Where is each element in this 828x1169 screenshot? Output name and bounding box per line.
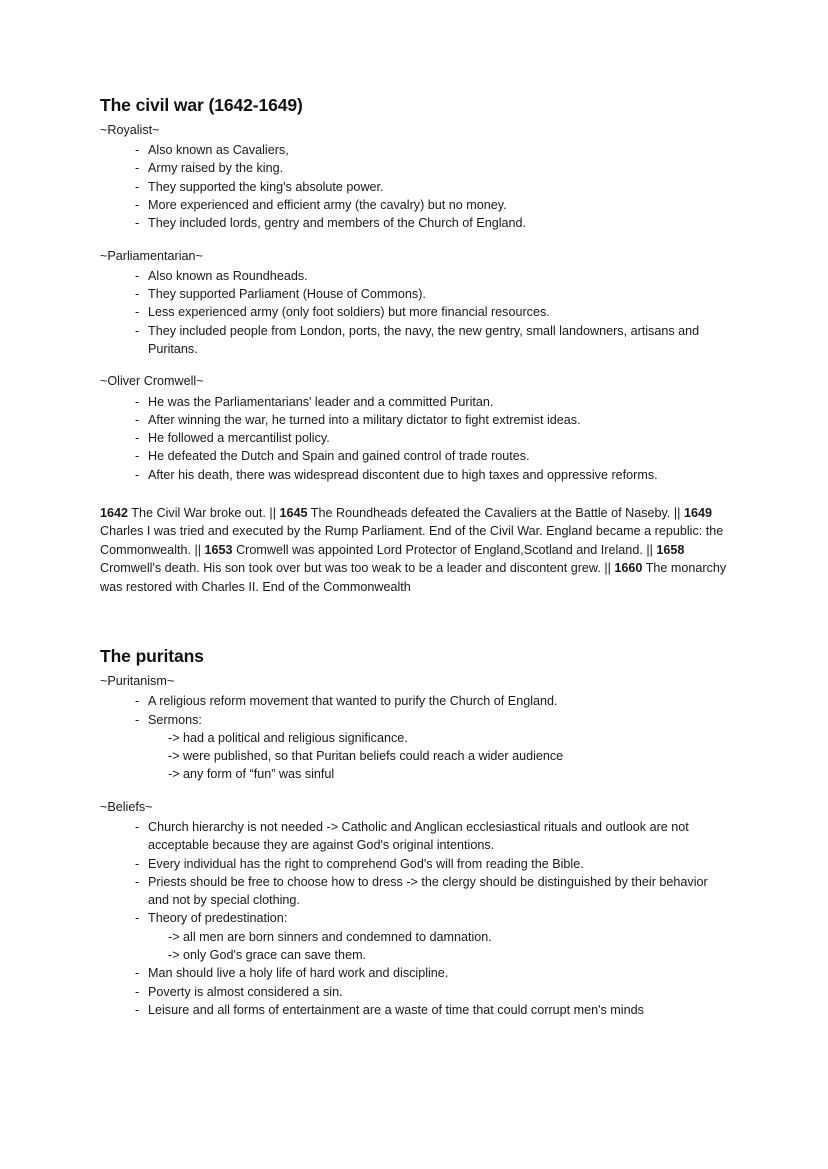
list-item [100, 159, 728, 177]
bullet-dash-icon: - [135, 819, 140, 834]
bullet-list-beliefs [100, 818, 728, 928]
list-item-text: He followed a mercantilist policy. [148, 431, 330, 446]
bullet-dash-icon: - [135, 874, 140, 889]
spacer [100, 784, 728, 798]
list-item-text: Also known as Roundheads. [148, 268, 308, 283]
list-item-text: After his death, there was widespread discontent due to high taxes and oppressive reforms. [148, 467, 658, 482]
timeline-separator: || [600, 561, 615, 576]
bullet-list-beliefs-continued [100, 964, 728, 1019]
list-item-text: Leisure and all forms of entertainment are a waste of time that could corrupt men's minds [148, 1002, 644, 1017]
bullet-dash-icon: - [135, 984, 140, 999]
bullet-dash-icon: - [135, 287, 140, 302]
bullet-dash-icon: - [135, 216, 140, 231]
spacer [100, 233, 728, 247]
list-item-text: Sermons: [148, 712, 202, 727]
bullet-dash-icon: - [135, 198, 140, 213]
timeline-year: 1653 [204, 542, 233, 557]
timeline-separator: || [670, 506, 684, 521]
sub-arrow-list-predestination [100, 928, 728, 965]
bullet-dash-icon: - [135, 467, 140, 482]
list-item [100, 711, 728, 729]
list-item-text: Army raised by the king. [148, 161, 284, 176]
group-parliamentarian [100, 247, 728, 359]
sub-list-item: -> all men are born sinners and condemned to damnation. [168, 929, 492, 944]
list-item [100, 447, 728, 465]
list-item-text: Church hierarchy is not needed -> Catholic and Anglican ecclesiastical rituals and outlook are not acceptable because they are against God's original intentions. [148, 819, 689, 853]
bullet-dash-icon: - [135, 143, 140, 158]
timeline-year: 1658 [656, 542, 685, 557]
list-item [100, 214, 728, 232]
bullet-dash-icon: - [135, 305, 140, 320]
bullet-dash-icon: - [135, 431, 140, 446]
timeline-event-text: Cromwell was appointed Lord Protector of England,Scotland and Ireland. [232, 542, 643, 557]
list-item-text: He was the Parliamentarians' leader and a committed Puritan. [148, 394, 494, 409]
timeline-year: 1660 [614, 561, 643, 576]
list-item-text: They supported the king's absolute power. [148, 179, 384, 194]
sub-list-item: -> had a political and religious significance. [168, 730, 408, 745]
list-item [100, 267, 728, 285]
list-item-text: He defeated the Dutch and Spain and gained control of trade routes. [148, 449, 530, 464]
list-item-text: Every individual has the right to comprehend God's will from reading the Bible. [148, 856, 584, 871]
spacer [100, 596, 728, 646]
list-item [100, 178, 728, 196]
group-beliefs [100, 798, 728, 1020]
list-item-text: After winning the war, he turned into a military dictator to fight extremist ideas. [148, 412, 581, 427]
timeline-year: 1645 [279, 506, 308, 521]
list-item-text: Less experienced army (only foot soldiers) but more financial resources. [148, 305, 550, 320]
list-item-text: Priests should be free to choose how to dress -> the clergy should be distinguished by their behavior and not by special clothing. [148, 874, 708, 908]
subsection-title-beliefs: ~Beliefs~ [100, 799, 153, 814]
list-item-text: They included lords, gentry and members of the Church of England. [148, 216, 527, 231]
list-item-text: Poverty is almost considered a sin. [148, 984, 343, 999]
timeline-year: 1642 [100, 506, 129, 521]
list-item-text: Also known as Cavaliers, [148, 143, 289, 158]
list-item [100, 141, 728, 159]
timeline-event-text: The Roundheads defeated the Cavaliers at the Battle of Naseby. [307, 506, 671, 521]
bullet-dash-icon: - [135, 1002, 140, 1017]
timeline-event-text: Cromwell's death. His son took over but was too weak to be a leader and discontent grew. [100, 561, 601, 576]
list-item [100, 429, 728, 447]
sub-list-item: -> any form of “fun” was sinful [168, 767, 335, 782]
list-item [100, 964, 728, 982]
page-title-puritans: The puritans [100, 646, 204, 667]
bullet-dash-icon: - [135, 911, 140, 926]
group-oliver-cromwell [100, 372, 728, 484]
bullet-dash-icon: - [135, 394, 140, 409]
timeline-separator: || [642, 542, 657, 557]
spacer [100, 484, 728, 504]
list-item [100, 411, 728, 429]
bullet-dash-icon: - [135, 268, 140, 283]
subsection-title-parliamentarian: ~Parliamentarian~ [100, 248, 203, 263]
bullet-dash-icon: - [135, 161, 140, 176]
bullet-dash-icon: - [135, 712, 140, 727]
list-item [100, 818, 728, 855]
subsection-title-royalist: ~Royalist~ [100, 122, 160, 137]
bullet-list-royalist [100, 141, 728, 232]
timeline-paragraph [100, 504, 728, 596]
bullet-dash-icon: - [135, 856, 140, 871]
list-item [100, 983, 728, 1001]
bullet-dash-icon: - [135, 694, 140, 709]
bullet-dash-icon: - [135, 966, 140, 981]
list-item [100, 855, 728, 873]
section-puritans [100, 646, 728, 1019]
spacer [100, 358, 728, 372]
list-item-text: Theory of predestination: [148, 911, 288, 926]
sub-arrow-list-sermons [100, 729, 728, 784]
list-item [100, 692, 728, 710]
bullet-dash-icon: - [135, 412, 140, 427]
timeline-event-text: The monarchy was restored with Charles II. End of the Commonwealth [100, 561, 727, 594]
timeline-event-text: Charles I was tried and executed by the Rump Parliament. End of the Civil War. England became a republic: the Commonwealth. [100, 524, 724, 557]
subsection-title-puritanism: ~Puritanism~ [100, 673, 175, 688]
list-item-text: They supported Parliament (House of Commons). [148, 287, 426, 302]
group-puritanism [100, 672, 728, 784]
bullet-dash-icon: - [135, 449, 140, 464]
timeline-separator: || [265, 506, 280, 521]
section-civil-war [100, 95, 728, 596]
bullet-dash-icon: - [135, 323, 140, 338]
timeline-year: 1649 [683, 506, 712, 521]
timeline-event-text: The Civil War broke out. [128, 506, 266, 521]
list-item-text: They included people from London, ports, the navy, the new gentry, small landowners, artisans and Puritans. [148, 323, 700, 357]
bullet-list-parliamentarian [100, 267, 728, 358]
timeline-separator: || [191, 542, 205, 557]
list-item-text: More experienced and efficient army (the cavalry) but no money. [148, 198, 507, 213]
list-item-text: A religious reform movement that wanted to purify the Church of England. [148, 694, 558, 709]
list-item [100, 1001, 728, 1019]
subsection-title-oliver-cromwell: ~Oliver Cromwell~ [100, 374, 204, 389]
sub-list-item: -> were published, so that Puritan beliefs could reach a wider audience [168, 749, 564, 764]
sub-list-item: -> only God's grace can save them. [168, 948, 367, 963]
list-item [100, 466, 728, 484]
bullet-list-puritanism [100, 692, 728, 729]
list-item [100, 322, 728, 359]
group-royalist [100, 121, 728, 233]
list-item [100, 303, 728, 321]
list-item [100, 873, 728, 910]
list-item [100, 285, 728, 303]
bullet-list-oliver-cromwell [100, 393, 728, 484]
list-item-text: Man should live a holy life of hard work and discipline. [148, 966, 449, 981]
page-title-civil-war: The civil war (1642-1649) [100, 95, 303, 115]
list-item [100, 196, 728, 214]
bullet-dash-icon: - [135, 179, 140, 194]
list-item [100, 909, 728, 927]
list-item [100, 393, 728, 411]
